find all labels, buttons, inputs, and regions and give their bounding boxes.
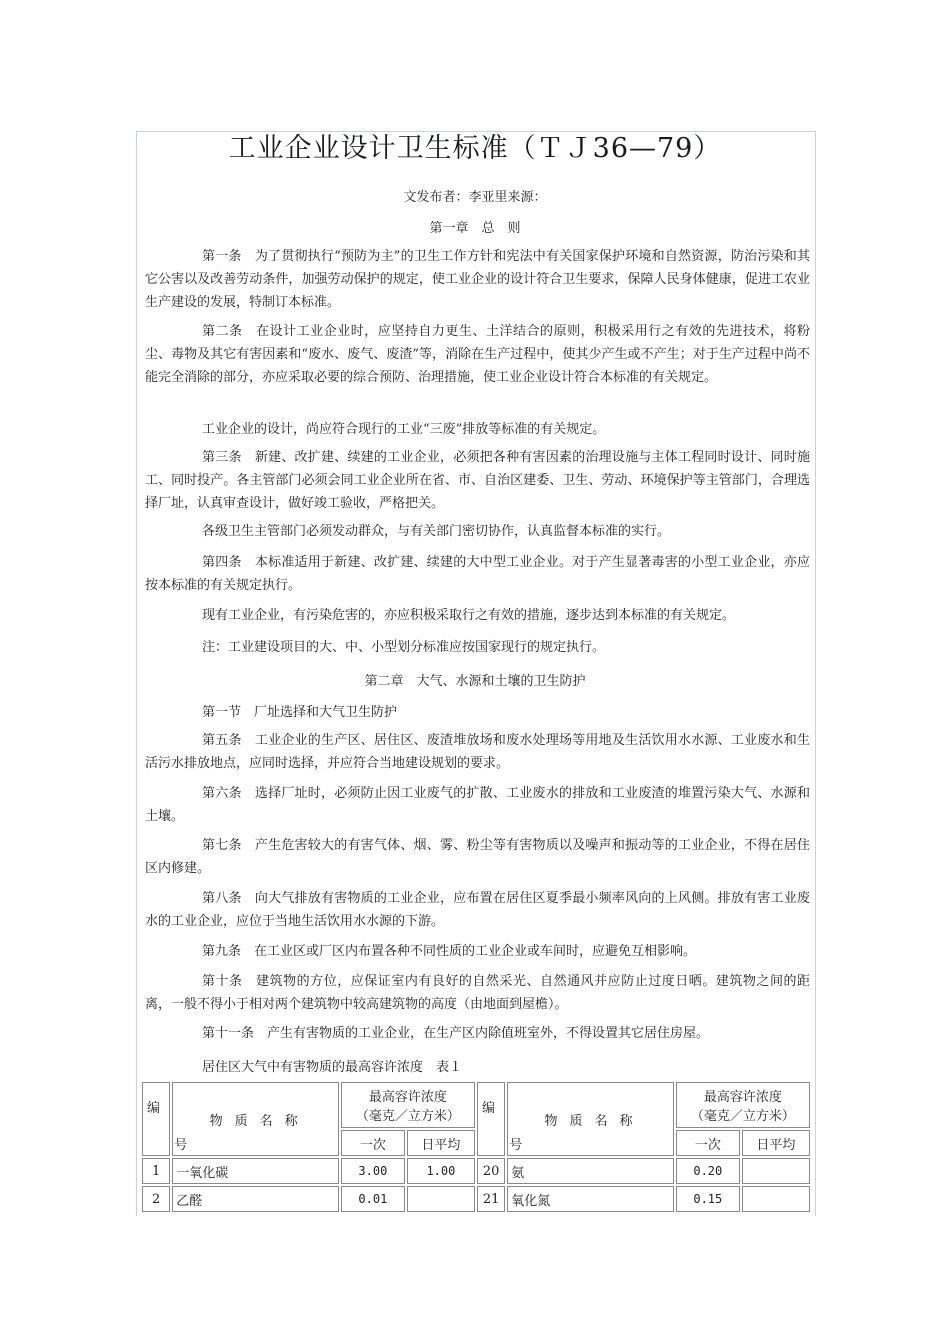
paragraph-article-2: 第二条 在设计工业企业时，应坚持自力更生、土洋结合的原则，积极采用行之有效的先进技术，将粉尘、毒物及其它有害因素和“废水、废气、废渣”等，消除在生产过程中，使其少产生或不产生；对于生产过程中尚不能完全消除的部分，亦应采取必要的综合预防、治理措施，使工业企业设计符合本标准的有关规定。 (145, 324, 810, 385)
paragraph-article-6: 第六条 选择厂址时，必须防止因工业废气的扩散、工业废水的排放和工业废渣的堆置污染大气、水源和土壤。 (145, 786, 810, 824)
table-caption: 居住区大气中有害物质的最高容许浓度 表１ (202, 1060, 463, 1075)
paragraph-article-7: 第七条 产生危害较大的有害气体、烟、雾、粉尘等有害物质以及噪声和振动等的工业企业，不得在居住区内修建。 (145, 838, 810, 876)
chapter-2-heading: 第二章 大气、水源和土壤的卫生防护 (364, 674, 586, 689)
paragraph-article-10: 第十条 建筑物的方位，应保证室内有良好的自然采光、自然通风并应防止过度日晒。建筑物之间的距离，一般不得小于相对两个建筑物中较高建筑物的高度（由地面到屋檐）。 (145, 974, 810, 1012)
paragraph-article-11: 第十一条 产生有害物质的工业企业，在生产区内除值班室外，不得设置其它居住房屋。 (202, 1026, 710, 1041)
page-title: 工业企业设计卫生标准（ＴＪ36—79） (228, 133, 722, 164)
header-daily: 日平均 (407, 1130, 475, 1156)
header-max-concentration: 最高容许浓度 （毫克／立方米） (341, 1082, 475, 1128)
table-row: 2 乙醛 0.01 21 氧化氮 0.15 (142, 1186, 810, 1212)
header-id: 编 (142, 1082, 170, 1156)
paragraph-article-3: 第三条 新建、改扩建、续建的工业企业，必须把各种有害因素的治理设施与主体工程同时设计、同时施工、同时投产。各主管部门必须会同工业企业所在省、市、自治区建委、卫生、劳动、环境保护等主管部门，合理选择厂址，认真审查设计，做好竣工验收，严格把关。 (145, 450, 810, 511)
paragraph-article-8: 第八条 向大气排放有害物质的工业企业，应布置在居住区夏季最小频率风向的上风侧。排放有害工业废水的工业企业，应位于当地生活饮用水水源的下游。 (145, 891, 810, 929)
header-daily-2: 日平均 (742, 1130, 810, 1156)
concentration-table (140, 1080, 812, 1214)
paragraph-article-1: 第一条 为了贯彻执行“预防为主”的卫生工作方针和宪法中有关国家保护环境和自然资源，防治污染和其它公害以及改善劳动条件，加强劳动保护的规定，使工业企业的设计符合卫生要求，保障人民身体健康，促进工农业生产建设的发展，特制订本标准。 (145, 249, 810, 310)
paragraph-article-9: 第九条 在工业区或厂区内布置各种不同性质的工业企业或车间时，应避免互相影响。 (202, 944, 697, 959)
header-once: 一次 (341, 1130, 405, 1156)
byline: 文发布者：李亚里来源： (403, 190, 547, 205)
header-id-2: 编 (477, 1082, 505, 1156)
chapter-1-heading: 第一章 总 则 (429, 221, 521, 236)
paragraph-three-wastes: 工业企业的设计，尚应符合现行的工业“三废”排放等标准的有关规定。 (202, 422, 606, 437)
header-substance-name: 物质名称 号 (172, 1082, 339, 1156)
paragraph-article-5: 第五条 工业企业的生产区、居住区、废渣堆放场和废水处理场等用地及生活饮用水水源、工业废水和生活污水排放地点，应同时选择，并应符合当地建设规划的要求。 (145, 733, 810, 771)
paragraph-note: 注：工业建设项目的大、中、小型划分标准应按国家现行的规定执行。 (202, 640, 606, 655)
table-row: 1 一氧化碳 3.00 1.00 20 氨 0.20 (142, 1158, 810, 1184)
header-substance-name-2: 物质名称 号 (507, 1082, 674, 1156)
header-once-2: 一次 (676, 1130, 740, 1156)
paragraph-supervision: 各级卫生主管部门必须发动群众，与有关部门密切协作，认真监督本标准的实行。 (202, 524, 671, 539)
section-1-heading: 第一节 厂址选择和大气卫生防护 (202, 705, 398, 720)
paragraph-article-4: 第四条 本标准适用于新建、改扩建、续建的大中型工业企业。对于产生显著毒害的小型工业企业，亦应按本标准的有关规定执行。 (145, 555, 810, 593)
header-max-concentration-2: 最高容许浓度 （毫克／立方米） (676, 1082, 810, 1128)
paragraph-existing: 现有工业企业，有污染危害的，亦应积极采取行之有效的措施，逐步达到本标准的有关规定。 (202, 608, 736, 623)
